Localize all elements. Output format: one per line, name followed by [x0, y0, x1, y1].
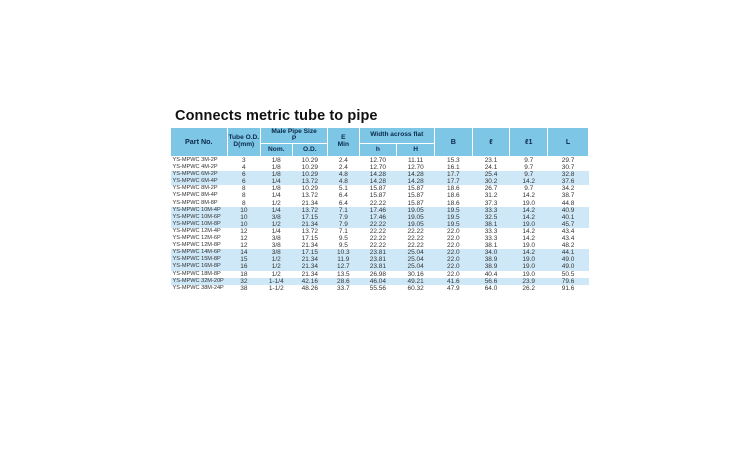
spec-table [170, 127, 589, 292]
cell-l1: 19.0 [522, 242, 536, 250]
cell-nom: 1/4 [271, 227, 281, 235]
cell-l-script: 33.3 [484, 235, 498, 243]
cell-h-small: 15.87 [369, 185, 387, 193]
header-h-small: h [359, 144, 397, 157]
cell-l1: 9.7 [524, 157, 534, 164]
header-l-large: L [548, 128, 589, 157]
cell-nom: 1/2 [271, 199, 281, 207]
table-row [171, 285, 589, 292]
cell-b: 18.6 [446, 192, 460, 200]
cell-l1: 14.2 [510, 178, 548, 185]
cell-nom: 1/4 [261, 178, 292, 185]
table-row [171, 164, 589, 171]
cell-l-large: 50.5 [561, 270, 575, 278]
cell-h-small: 22.22 [369, 199, 387, 207]
cell-tube-od: 10 [227, 221, 261, 228]
table-row [171, 178, 589, 185]
cell-part-no: YS-MPWC 10M-4P [171, 207, 228, 214]
cell-l1: 26.2 [522, 284, 536, 292]
cell-l-large: 45.7 [548, 221, 589, 228]
cell-od: 10.29 [301, 164, 318, 172]
cell-h-large: 30.16 [407, 270, 424, 278]
header-width-across-flat: Width across flat [359, 128, 434, 144]
cell-part-no: YS-MPWC 32M-20P [171, 278, 228, 285]
cell-l1: 14.2 [510, 249, 548, 256]
cell-e-min: 5.1 [338, 185, 348, 193]
header-tube-od [227, 128, 261, 157]
cell-nom: 1/4 [261, 207, 292, 214]
cell-b: 15.3 [446, 157, 460, 164]
cell-nom: 3/8 [261, 214, 292, 221]
cell-l-script: 30.2 [472, 178, 510, 185]
cell-h-large: 22.22 [407, 227, 424, 235]
cell-b: 18.6 [446, 199, 460, 207]
cell-h-large: 60.32 [407, 284, 424, 292]
cell-l-script: 38.9 [472, 263, 510, 270]
cell-h-small: 15.87 [369, 192, 387, 200]
cell-b: 22.0 [434, 249, 472, 256]
table-row [171, 214, 589, 221]
cell-tube-od: 12 [240, 227, 248, 235]
cell-l-large: 48.2 [561, 242, 575, 250]
cell-l-large: 44.8 [561, 199, 575, 207]
cell-l-large: 29.7 [561, 157, 575, 164]
header-od: O.D. [292, 144, 328, 157]
cell-l-script: 33.3 [484, 227, 498, 235]
cell-e-min: 7.1 [328, 207, 359, 214]
cell-e-min: 11.9 [328, 256, 359, 263]
cell-h-small: 55.56 [369, 284, 387, 292]
cell-tube-od: 18 [240, 270, 248, 278]
cell-h-large: 22.22 [407, 235, 424, 243]
cell-h-small: 17.46 [359, 207, 397, 214]
cell-od: 21.34 [301, 270, 318, 278]
cell-h-large: 19.05 [397, 207, 435, 214]
cell-part-no: YS-MPWC 10M-6P [171, 214, 228, 221]
cell-part-no: YS-MPWC 10M-8P [171, 221, 228, 228]
cell-tube-od: 6 [227, 171, 261, 178]
cell-tube-od: 12 [240, 235, 248, 243]
cell-l-script: 38.9 [472, 256, 510, 263]
cell-part-no: YS-MPWC 16M-8P [171, 263, 228, 270]
table-row [171, 171, 589, 178]
cell-od: 21.34 [292, 256, 328, 263]
cell-h-large: 14.28 [397, 178, 435, 185]
table-row [171, 235, 589, 242]
cell-l1: 9.7 [524, 185, 534, 193]
cell-od: 10.29 [292, 171, 328, 178]
cell-e-min: 4.8 [328, 171, 359, 178]
cell-l1: 19.0 [522, 270, 536, 278]
cell-l-script: 25.4 [472, 171, 510, 178]
cell-od: 21.34 [301, 242, 318, 250]
cell-tube-od: 6 [227, 178, 261, 185]
cell-h-large: 19.05 [397, 214, 435, 221]
cell-part-no: YS-MPWC 6M-2P [171, 171, 228, 178]
cell-l-large: 43.4 [561, 235, 575, 243]
cell-tube-od: 16 [227, 263, 261, 270]
cell-part-no: YS-MPWC 8M-8P [172, 199, 218, 206]
header-b: B [434, 128, 472, 157]
header-h-large: H [397, 144, 435, 157]
cell-l-large: 49.0 [548, 263, 589, 270]
table-row [171, 221, 589, 228]
cell-l-large: 40.9 [548, 207, 589, 214]
cell-b: 22.0 [446, 242, 460, 250]
cell-l1: 14.2 [522, 235, 536, 243]
cell-od: 21.34 [292, 263, 328, 270]
cell-tube-od: 12 [240, 242, 248, 250]
cell-b: 41.6 [434, 278, 472, 285]
cell-l-large: 49.0 [548, 256, 589, 263]
cell-h-small: 23.81 [359, 263, 397, 270]
cell-od: 13.72 [301, 192, 318, 200]
cell-nom: 1/8 [261, 171, 292, 178]
cell-nom: 1/8 [271, 185, 281, 193]
cell-l-script: 26.7 [484, 185, 498, 193]
cell-b: 22.0 [446, 227, 460, 235]
header-male-pipe-line2: P [291, 134, 297, 142]
cell-b: 19.5 [434, 214, 472, 221]
header-l-script: ℓ [472, 128, 510, 157]
cell-part-no: YS-MPWC 14M-6P [171, 249, 228, 256]
cell-part-no: YS-MPWC 4M-2P [172, 164, 218, 171]
cell-h-small: 23.81 [359, 256, 397, 263]
table-row [171, 228, 589, 235]
cell-part-no: YS-MPWC 8M-2P [172, 185, 218, 192]
cell-part-no: YS-MPWC 8M-4P [172, 192, 218, 199]
cell-l-large: 40.1 [548, 214, 589, 221]
cell-b: 22.0 [434, 263, 472, 270]
cell-e-min: 9.5 [338, 242, 348, 250]
cell-tube-od: 8 [242, 199, 246, 207]
cell-b: 17.7 [434, 171, 472, 178]
cell-e-min: 13.5 [337, 270, 350, 278]
cell-part-no: YS-MPWC 6M-4P [171, 178, 228, 185]
cell-part-no: YS-MPWC 12M-6P [172, 235, 221, 242]
cell-e-min: 33.7 [337, 284, 350, 292]
cell-l-script: 40.4 [484, 270, 498, 278]
cell-od: 13.72 [292, 178, 328, 185]
cell-od: 42.16 [292, 278, 328, 285]
header-e-min [328, 128, 359, 157]
cell-part-no: YS-MPWC 18M-8P [172, 270, 221, 277]
cell-nom: 3/8 [261, 249, 292, 256]
cell-l1: 23.9 [510, 278, 548, 285]
cell-b: 16.1 [446, 164, 460, 172]
cell-nom: 1/2 [261, 221, 292, 228]
cell-h-small: 14.28 [359, 178, 397, 185]
cell-nom: 3/8 [271, 242, 281, 250]
header-male-pipe-line1: Male Pipe Size [271, 127, 317, 135]
cell-b: 18.6 [446, 185, 460, 193]
cell-tube-od: 3 [242, 157, 246, 164]
cell-l-large: 79.6 [548, 278, 589, 285]
header-e-line1: E [341, 134, 346, 142]
cell-l-script: 33.3 [472, 207, 510, 214]
table-row [171, 263, 589, 270]
header-nom: Nom. [261, 144, 292, 157]
cell-l1: 9.7 [524, 164, 534, 172]
cell-od: 17.15 [292, 214, 328, 221]
cell-h-small: 26.98 [369, 270, 387, 278]
cell-tube-od: 4 [242, 164, 246, 172]
cell-e-min: 7.9 [328, 214, 359, 221]
cell-e-min: 12.7 [328, 263, 359, 270]
cell-l-script: 34.0 [472, 249, 510, 256]
cell-h-large: 14.28 [397, 171, 435, 178]
cell-tube-od: 10 [227, 207, 261, 214]
cell-b: 19.5 [434, 207, 472, 214]
table-row [171, 278, 589, 285]
cell-l1: 14.2 [522, 227, 536, 235]
cell-b: 19.5 [434, 221, 472, 228]
table-row [171, 256, 589, 263]
cell-b: 22.0 [446, 235, 460, 243]
cell-od: 13.72 [301, 227, 318, 235]
cell-part-no: YS-MPWC 15M-8P [171, 256, 228, 263]
table-row [171, 200, 589, 207]
table-row [171, 271, 589, 278]
cell-tube-od: 8 [242, 192, 246, 200]
cell-e-min: 28.6 [328, 278, 359, 285]
cell-l1: 19.0 [522, 199, 536, 207]
cell-l-script: 23.1 [484, 157, 498, 164]
cell-e-min: 9.5 [338, 235, 348, 243]
cell-od: 10.29 [301, 185, 318, 193]
cell-h-large: 11.11 [407, 157, 424, 164]
cell-l-large: 34.2 [561, 185, 575, 193]
cell-part-no: YS-MPWC 38M-24P [172, 284, 224, 291]
cell-tube-od: 15 [227, 256, 261, 263]
cell-l-script: 24.1 [484, 164, 498, 172]
cell-l1: 9.7 [510, 171, 548, 178]
cell-b: 47.9 [446, 284, 460, 292]
cell-l1: 19.0 [510, 221, 548, 228]
cell-od: 17.15 [301, 235, 318, 243]
header-tube-od-line1: Tube O.D. [228, 134, 260, 142]
cell-h-large: 19.05 [397, 221, 435, 228]
cell-h-small: 22.22 [369, 242, 387, 250]
cell-e-min: 6.4 [338, 199, 348, 207]
cell-e-min: 4.8 [328, 178, 359, 185]
cell-h-large: 25.04 [397, 249, 435, 256]
table-row [171, 242, 589, 249]
header-l1: ℓ1 [510, 128, 548, 157]
cell-nom: 1/4 [271, 192, 281, 200]
cell-h-large: 15.87 [407, 199, 424, 207]
cell-h-large: 15.87 [407, 185, 424, 193]
cell-e-min: 2.4 [338, 157, 348, 164]
cell-h-large: 49.21 [397, 278, 435, 285]
cell-l-script: 37.3 [484, 199, 498, 207]
cell-nom: 1-1/4 [261, 278, 292, 285]
cell-h-small: 22.22 [359, 221, 397, 228]
cell-od: 21.34 [301, 199, 318, 207]
cell-l-script: 38.1 [472, 221, 510, 228]
cell-l-large: 91.6 [561, 284, 575, 292]
cell-h-small: 46.04 [359, 278, 397, 285]
cell-l1: 14.2 [510, 207, 548, 214]
header-tube-od-line2: D(mm) [233, 141, 255, 148]
header-part-no: Part No. [171, 128, 228, 157]
header-male-pipe [261, 128, 328, 144]
page-title: Connects metric tube to pipe [175, 108, 378, 124]
cell-part-no: YS-MPWC 12M-4P [172, 227, 221, 234]
cell-nom: 1/2 [261, 256, 292, 263]
cell-nom: 1/8 [271, 157, 281, 164]
cell-od: 17.15 [292, 249, 328, 256]
table-row [171, 192, 589, 199]
cell-od: 21.34 [292, 221, 328, 228]
cell-tube-od: 14 [227, 249, 261, 256]
table-row [171, 185, 589, 192]
cell-b: 22.0 [446, 270, 460, 278]
cell-tube-od: 32 [227, 278, 261, 285]
cell-l-script: 56.6 [472, 278, 510, 285]
cell-b: 17.7 [434, 178, 472, 185]
cell-e-min: 10.3 [328, 249, 359, 256]
cell-l1: 14.2 [522, 192, 536, 200]
cell-nom: 3/8 [271, 235, 281, 243]
cell-tube-od: 38 [240, 284, 248, 292]
cell-part-no: YS-MPWC 12M-8P [172, 242, 221, 249]
cell-od: 13.72 [292, 207, 328, 214]
cell-nom: 1/8 [271, 164, 281, 172]
cell-od: 10.29 [301, 157, 318, 164]
cell-h-small: 17.46 [359, 214, 397, 221]
cell-h-small: 12.70 [369, 157, 387, 164]
cell-h-small: 22.22 [369, 227, 387, 235]
cell-tube-od: 10 [227, 214, 261, 221]
table-row [171, 207, 589, 214]
cell-l1: 14.2 [510, 214, 548, 221]
cell-e-min: 7.1 [338, 227, 348, 235]
cell-h-large: 22.22 [407, 242, 424, 250]
cell-e-min: 6.4 [338, 192, 348, 200]
cell-l-large: 44.1 [548, 249, 589, 256]
cell-h-small: 14.28 [359, 171, 397, 178]
cell-nom: 1-1/2 [268, 284, 284, 292]
cell-nom: 1/2 [271, 270, 281, 278]
cell-l-large: 30.7 [561, 164, 575, 172]
cell-l-script: 64.0 [484, 284, 498, 292]
cell-l1: 19.0 [510, 256, 548, 263]
cell-h-large: 25.04 [397, 256, 435, 263]
cell-l-large: 38.7 [561, 192, 575, 200]
cell-nom: 1/2 [261, 263, 292, 270]
table-row [171, 157, 589, 165]
cell-h-large: 15.87 [407, 192, 424, 200]
cell-part-no: YS-MPWC 3M-2P [172, 157, 218, 163]
cell-h-large: 25.04 [397, 263, 435, 270]
cell-l-large: 32.8 [548, 171, 589, 178]
cell-l-script: 31.2 [484, 192, 498, 200]
cell-h-small: 22.22 [369, 235, 387, 243]
cell-tube-od: 8 [242, 185, 246, 193]
cell-l-script: 32.5 [472, 214, 510, 221]
cell-e-min: 7.9 [328, 221, 359, 228]
cell-l1: 19.0 [510, 263, 548, 270]
cell-l-large: 37.6 [548, 178, 589, 185]
cell-h-large: 12.70 [407, 164, 424, 172]
table-row [171, 249, 589, 256]
cell-h-small: 23.81 [359, 249, 397, 256]
header-e-line2: Min [337, 141, 350, 148]
cell-l-large: 43.4 [561, 227, 575, 235]
cell-b: 22.0 [434, 256, 472, 263]
cell-od: 48.26 [301, 284, 318, 292]
cell-h-small: 12.70 [369, 164, 387, 172]
cell-l-script: 38.1 [484, 242, 498, 250]
cell-e-min: 2.4 [338, 164, 348, 172]
spec-table-body [171, 157, 589, 292]
